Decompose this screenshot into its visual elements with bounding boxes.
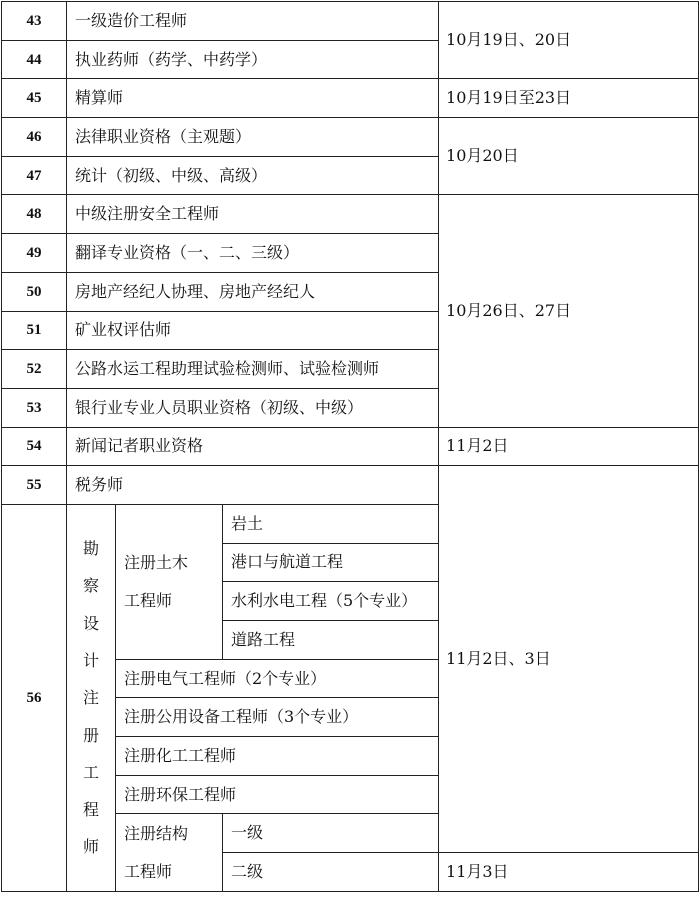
category-char: 程 (82, 800, 99, 820)
category-char: 工 (82, 762, 99, 782)
category-char: 师 (82, 837, 99, 857)
row-number: 55 (2, 466, 67, 505)
civil-sub-item: 道路工程 (223, 621, 439, 660)
exam-name: 税务师 (67, 466, 439, 505)
exam-name: 法律职业资格（主观题） (67, 118, 439, 157)
structural-sub-item: 一级 (223, 814, 439, 853)
category-char: 勘 (82, 539, 99, 559)
row-number: 46 (2, 118, 67, 157)
category-char: 注 (82, 688, 99, 708)
table-row (2, 427, 699, 466)
row-number: 51 (2, 311, 67, 350)
table-row (2, 195, 699, 234)
table-row (2, 118, 699, 157)
civil-label-line1: 注册土木 (124, 552, 189, 572)
civil-sub-item: 港口与航道工程 (223, 543, 439, 582)
exam-name: 房地产经纪人协理、房地产经纪人 (67, 272, 439, 311)
category-vertical-text (67, 530, 115, 866)
row-number: 54 (2, 427, 67, 466)
exam-name: 翻译专业资格（一、二、三级） (67, 234, 439, 273)
exam-date: 11月2日、3日 (439, 466, 699, 853)
row-number: 45 (2, 79, 67, 118)
row-number: 52 (2, 350, 67, 389)
structural-label-line2: 工程师 (124, 861, 173, 881)
exam-name: 精算师 (67, 79, 439, 118)
environmental-engineer: 注册环保工程师 (116, 775, 439, 814)
row-number: 47 (2, 156, 67, 195)
electrical-engineer: 注册电气工程师（2个专业） (116, 659, 439, 698)
row-number: 49 (2, 234, 67, 273)
exam-name: 银行业专业人员职业资格（初级、中级） (67, 388, 439, 427)
exam-name: 执业药师（药学、中药学） (67, 40, 439, 79)
exam-name: 中级注册安全工程师 (67, 195, 439, 234)
chemical-engineer: 注册化工工程师 (116, 737, 439, 776)
exam-date: 10月19日、20日 (439, 2, 699, 79)
category-char: 察 (82, 576, 99, 596)
structural-engineer-cell (116, 814, 223, 891)
civil-sub-item: 岩土 (223, 504, 439, 543)
exam-schedule-table (1, 1, 699, 892)
category-char: 设 (82, 613, 99, 633)
exam-date: 10月20日 (439, 118, 699, 195)
row-number: 53 (2, 388, 67, 427)
category-char: 册 (82, 725, 99, 745)
exam-date: 11月2日 (439, 427, 699, 466)
exam-date: 10月19日至23日 (439, 79, 699, 118)
exam-date: 10月26日、27日 (439, 195, 699, 427)
structural-label-line1: 注册结构 (124, 823, 189, 843)
row-number: 48 (2, 195, 67, 234)
table-row (2, 79, 699, 118)
civil-sub-item: 水利水电工程（5个专业） (223, 582, 439, 621)
category-cell (67, 504, 116, 891)
table-row (2, 2, 699, 41)
civil-label-line2: 工程师 (124, 590, 173, 610)
row-number: 43 (2, 2, 67, 41)
row-number: 56 (2, 504, 67, 891)
exam-name: 矿业权评估师 (67, 311, 439, 350)
exam-date: 11月3日 (439, 853, 699, 892)
structural-sub-item: 二级 (223, 853, 439, 892)
table-row (2, 466, 699, 505)
exam-name: 新闻记者职业资格 (67, 427, 439, 466)
exam-name: 统计（初级、中级、高级） (67, 156, 439, 195)
row-number: 50 (2, 272, 67, 311)
exam-name: 公路水运工程助理试验检测师、试验检测师 (67, 350, 439, 389)
row-number: 44 (2, 40, 67, 79)
category-char: 计 (82, 650, 99, 670)
utilities-engineer: 注册公用设备工程师（3个专业） (116, 698, 439, 737)
civil-engineer-cell (116, 504, 223, 659)
exam-name: 一级造价工程师 (67, 2, 439, 41)
